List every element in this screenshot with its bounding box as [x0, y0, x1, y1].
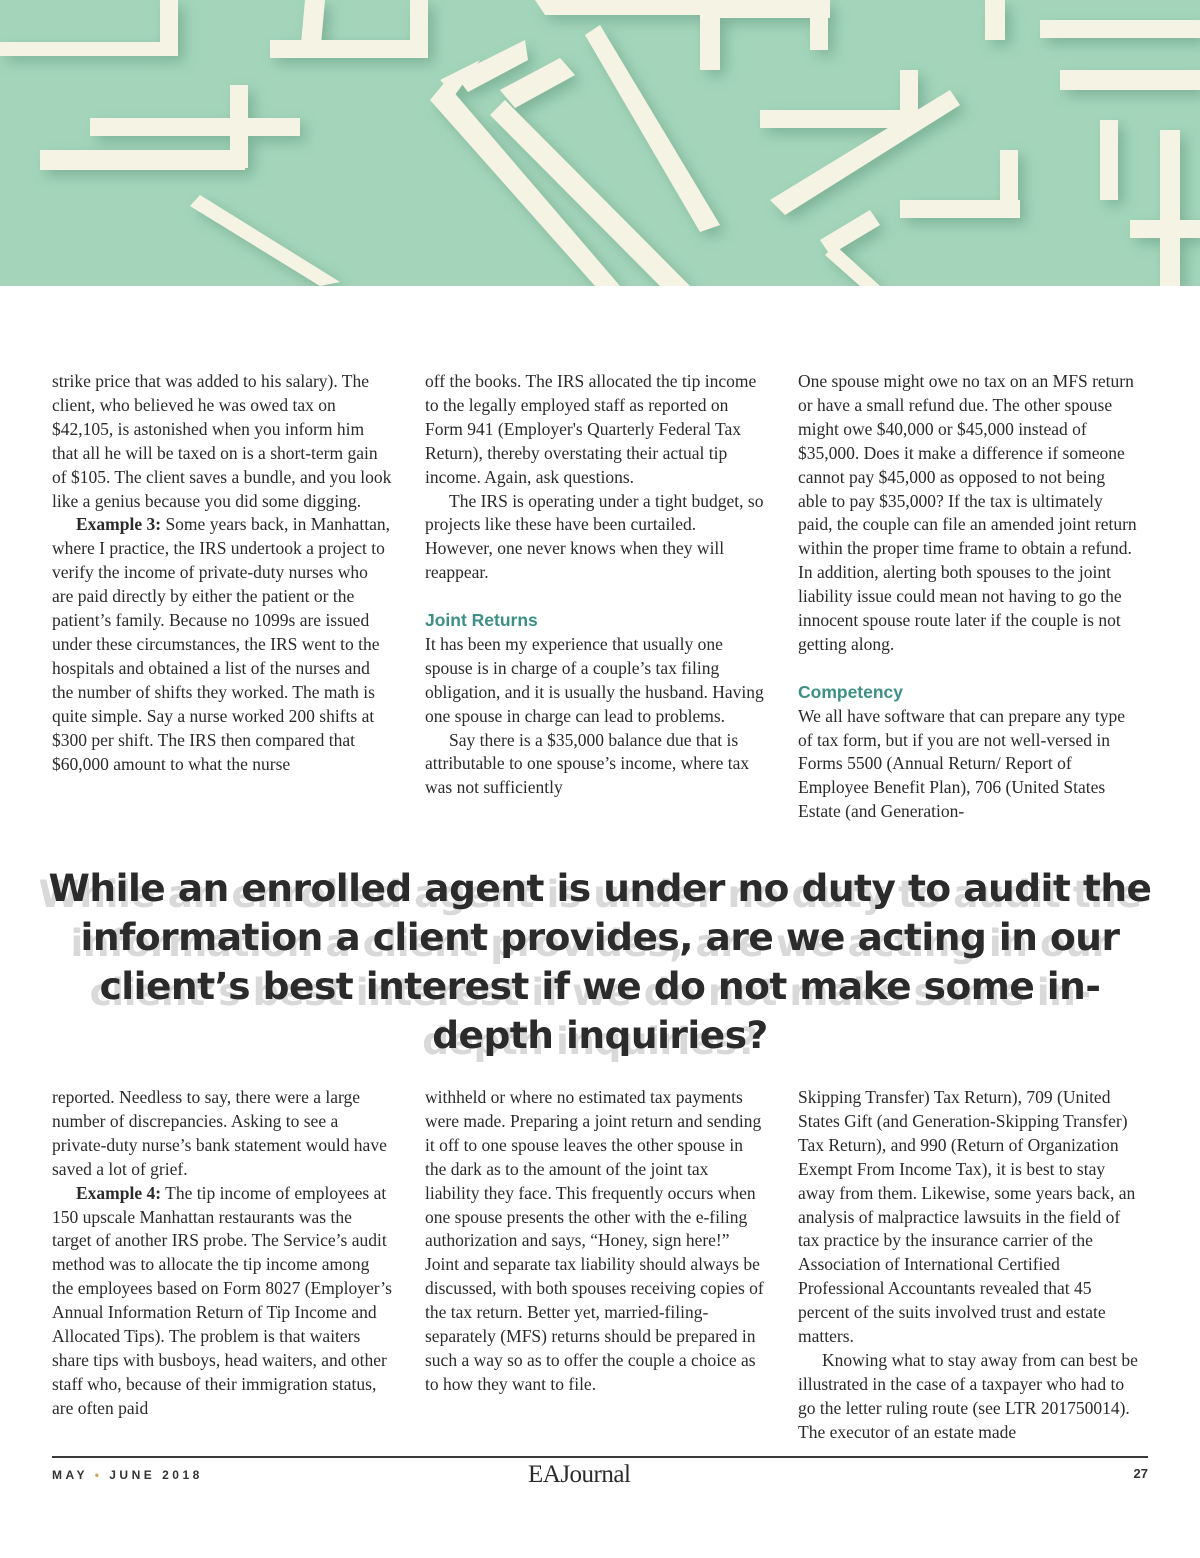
- pull-quote: While an enrolled agent is under no duty to audit the information a client provides, are we acting in our client’s best interest if we do not make some in-depth inquiries?: [48, 866, 1152, 1057]
- column-1-top: [52, 370, 392, 776]
- paragraph: Knowing what to stay away from can best be illustrated in the case of a taxpayer who had to go the letter ruling route (see LTR 201750014). The executor of an estate made: [798, 1349, 1138, 1442]
- paragraph: [52, 513, 392, 776]
- paragraph: It has been my experience that usually one spouse is in charge of a couple’s tax filing obligation, and it is usually the husband. Having one spouse in charge can lead to problems.: [425, 633, 764, 726]
- issue-month: MAY: [52, 1468, 88, 1482]
- journal-logo: EAJournal: [528, 1461, 631, 1488]
- footer-divider: [52, 1456, 1148, 1458]
- issue-period: JUNE 2018: [109, 1468, 203, 1482]
- paragraph-text: Some years back, in Manhattan, where I practice, the IRS undertook a project to verify the income of private-duty nurses who are paid directly by either the patient or the patient’s family. Because no 1099s are issued under these circumstances, the IRS went to the hospitals and obtained a list of the nurses and the number of shifts they worked. The math is quite simple. Say a nurse worked 200 shifts at $300 per shift. The IRS then compared that $60,000 amount to what the nurse: [52, 514, 390, 774]
- maze-illustration: [0, 0, 1200, 286]
- paragraph: Skipping Transfer) Tax Return), 709 (United States Gift (and Generation-Skipping Transfer) Tax Return), and 990 (Return of Organization Exempt From Income Tax), it is best to stay away from them. Likewise, some years back, an analysis of malpractice lawsuits in the field of tax practice by the insurance carrier of the Association of International Certified Professional Accountants revealed that 45 percent of the suits involved trust and estate matters.: [798, 1087, 1136, 1347]
- column-2-bottom: [425, 1086, 765, 1397]
- paragraph: withheld or where no estimated tax payments were made. Preparing a joint return and sending it off to one spouse leaves the other spouse in the dark as to the amount of the joint tax liability they face. This frequently occurs when one spouse presents the other with the e-filing authorization and says, “Honey, sign here!” Joint and separate tax liability should always be discussed, with both spouses receiving copies of the tax return. Better yet, married-filing-separately (MFS) returns should be prepared in such a way so as to offer the couple a choice as to how they want to file.: [425, 1087, 764, 1394]
- section-heading-competency: Competency: [798, 681, 904, 702]
- issue-date: [52, 1468, 203, 1482]
- article-body-bottom: [52, 1086, 1152, 1442]
- separator-dot: •: [94, 1468, 103, 1482]
- page-number: 27: [1133, 1466, 1148, 1481]
- section-heading-joint-returns: Joint Returns: [425, 610, 538, 631]
- article-body-top: [52, 370, 1152, 850]
- column-3-top: [798, 370, 1138, 824]
- paragraph-text: The tip income of employees at 150 upscale Manhattan restaurants was the target of another IRS probe. The Service’s audit method was to allocate the tip income among the employees based on Form 8027 (Employer’s Annual Information Return of Tip Income and Allocated Tips). The problem is that waiters share tips with busboys, head waiters, and other staff who, because of their immigration status, are often paid: [52, 1182, 392, 1418]
- example-lead: Example 4:: [76, 1182, 162, 1203]
- paragraph: The IRS is operating under a tight budget, so projects like these have been curtailed. However, one never knows when they will reappear.: [425, 490, 764, 583]
- paragraph: strike price that was added to his salary). The client, who believed he was owed tax on $42,105, is astonished when you inform him that all he will be taxed on is a short-term gain of $105. The client saves a bundle, and you look like a genius because you did some digging.: [52, 371, 392, 511]
- paragraph: We all have software that can prepare any type of tax form, but if you are not well-versed in Forms 5500 (Annual Return/ Report of Employee Benefit Plan), 706 (United States Estate (and Generation-: [798, 705, 1126, 822]
- paragraph: [52, 1182, 392, 1421]
- paragraph: reported. Needless to say, there were a large number of discrepancies. Asking to see a private-duty nurse’s bank statement would have saved a lot of grief.: [52, 1087, 387, 1179]
- example-lead: Example 3:: [76, 514, 162, 535]
- paragraph: One spouse might owe no tax on an MFS return or have a small refund due. The other spouse might owe $40,000 or $45,000 instead of $35,000. Does it make a difference if someone cannot pay $45,000 as opposed to not being able to pay $35,000? If the tax is ultimately paid, the couple can file an amended joint return within the proper time frame to obtain a refund. In addition, alerting both spouses to the joint liability issue could mean not having to go the innocent spouse route later if the couple is not getting along.: [798, 371, 1137, 654]
- paragraph: off the books. The IRS allocated the tip income to the legally employed staff as reported on Form 941 (Employer's Quarterly Federal Tax Return), thereby overstating their actual tip income. Again, ask questions.: [425, 371, 757, 487]
- column-2-top: [425, 370, 765, 800]
- column-1-bottom: [52, 1086, 392, 1421]
- column-3-bottom: [798, 1086, 1138, 1445]
- paragraph: Say there is a $35,000 balance due that is attributable to one spouse’s income, where tax was not sufficiently: [425, 729, 750, 798]
